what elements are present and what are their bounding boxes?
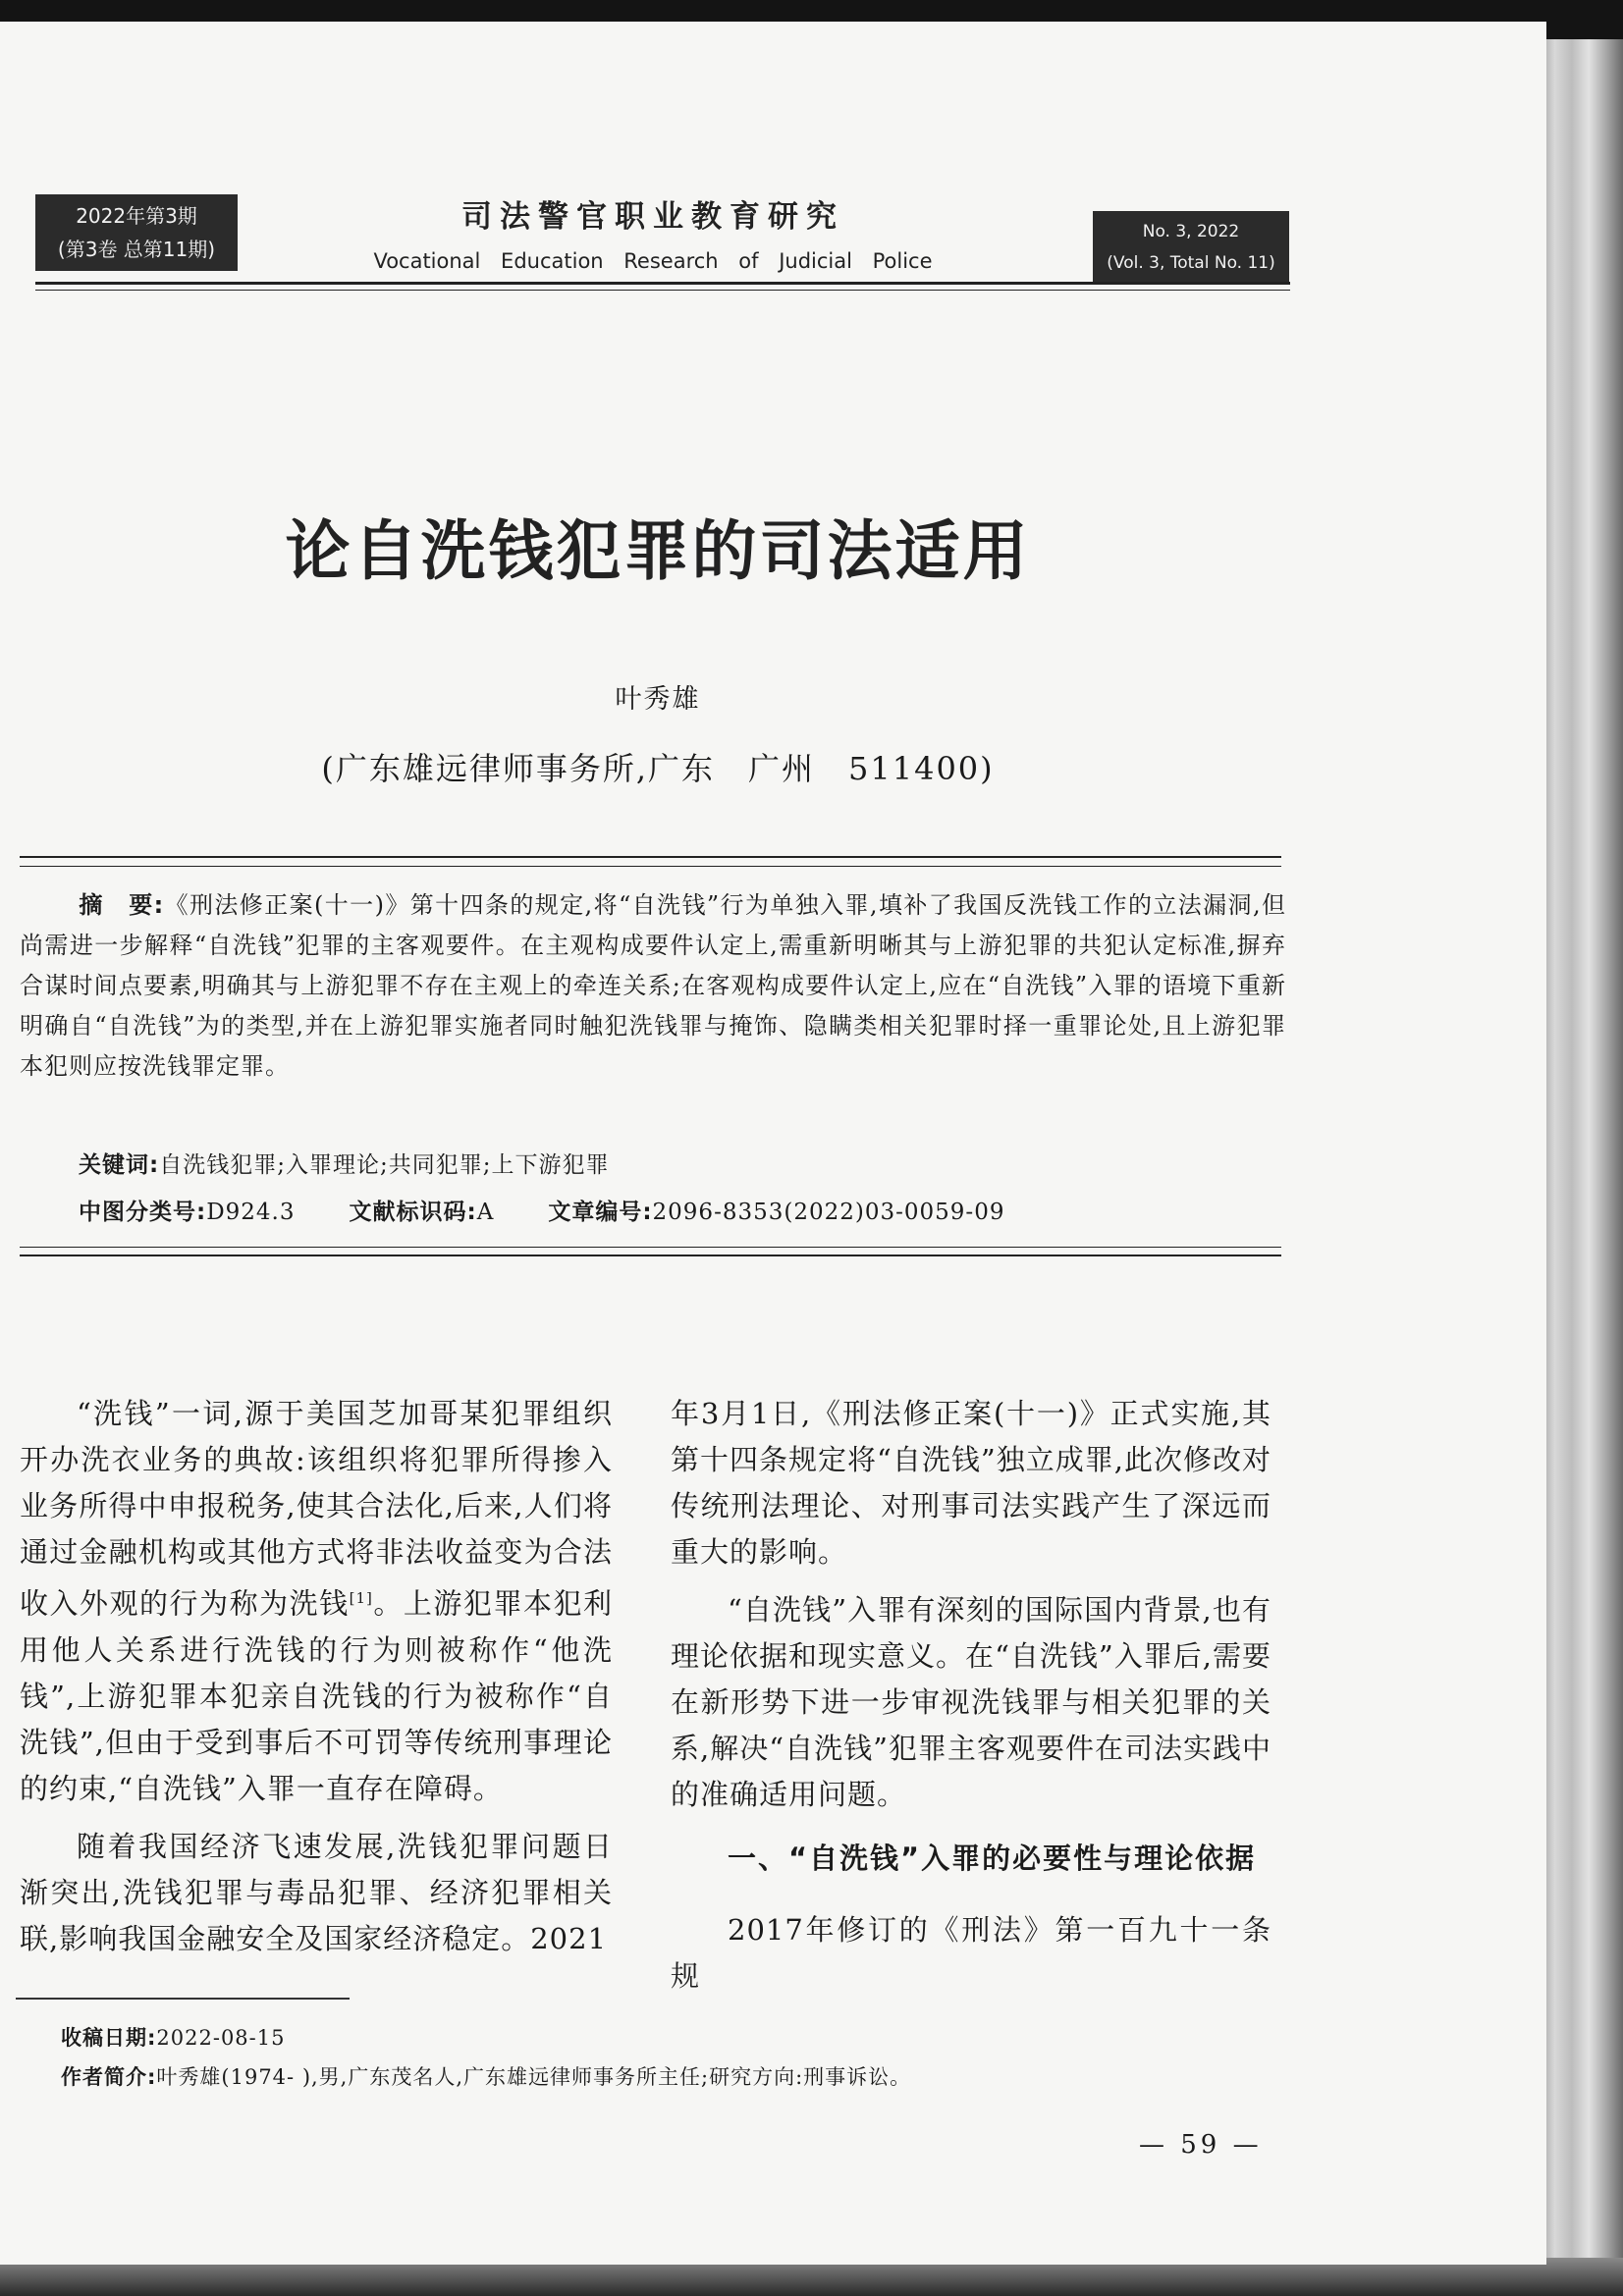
issue-line-2: (第3卷 总第11期) <box>57 238 216 261</box>
header-rule-bottom <box>35 290 1290 291</box>
body-paragraph: 年3月1日,《刑法修正案(十一)》正式实施,其第十四条规定将“自洗钱”独立成罪,此次修改对传统刑法理论、对刑事司法实践产生了深远而重大的影响。 <box>671 1397 1271 1569</box>
doc-code-value: A <box>476 1200 495 1225</box>
clc-value: D924.3 <box>206 1200 296 1225</box>
author-affiliation: (广东雄远律师事务所,广东 广州 511400) <box>321 750 995 787</box>
issue-line-1: 2022年第3期 <box>76 204 197 228</box>
issue-line-en-1: No. 3, 2022 <box>1142 222 1240 241</box>
keywords-label: 关键词: <box>79 1152 160 1178</box>
body-column-left <box>20 1391 613 1974</box>
author-bio <box>61 2061 911 2091</box>
header-rule-top <box>35 282 1290 285</box>
article-title: 论自洗钱犯罪的司法适用 <box>285 512 1031 589</box>
citation-ref: [1] <box>349 1589 373 1607</box>
journal-title-en: Vocational Education Research of Judicial Police <box>373 249 933 273</box>
body-paragraph <box>20 1391 613 1812</box>
received-date <box>61 2022 285 2052</box>
footnote-rule <box>16 1998 350 2000</box>
clc-label: 中图分类号: <box>79 1200 207 1225</box>
doc-code-label: 文献标识码: <box>349 1200 477 1225</box>
journal-title-cn: 司法警官职业教育研究 <box>461 199 844 235</box>
abstract-rule-bottom-2 <box>20 1255 1281 1256</box>
keywords-text: 自洗钱犯罪;入罪理论;共同犯罪;上下游犯罪 <box>159 1152 610 1178</box>
received-value: 2022-08-15 <box>156 2026 286 2050</box>
issue-line-en-2: (Vol. 3, Total No. 11) <box>1107 253 1275 273</box>
abstract-text: 《刑法修正案(十一)》第十四条的规定,将“自洗钱”行为单独入罪,填补了我国反洗钱工作的立法漏洞,但尚需进一步解释“自洗钱”犯罪的主客观要件。在主观构成要件认定上,需重新明晰其与上游犯罪的共犯认定标准,摒弃合谋时间点要素,明确其与上游犯罪不存在主观上的牵连关系;在客观构成要件认定上,应在“自洗钱”入罪的语境下重新明确自“自洗钱”为的类型,并在上游犯罪实施者同时触犯洗钱罪与掩饰、隐瞒类相关犯罪时择一重罪论处,且上游犯罪本犯则应按洗钱罪定罪。 <box>20 891 1286 1080</box>
body-paragraph: 随着我国经济飞速发展,洗钱犯罪问题日渐突出,洗钱犯罪与毒品犯罪、经济犯罪相关联,影响我国金融安全及国家经济稳定。2021 <box>20 1829 613 1955</box>
body-text: “洗钱”一词,源于美国芝加哥某犯罪组织开办洗衣业务的典故:该组织将犯罪所得掺入业务所得中申报税务,使其合法化,后来,人们将通过金融机构或其他方式将非法收益变为合法收入外观的行为称为洗钱 <box>20 1397 613 1621</box>
section-heading: 一、“自洗钱”入罪的必要性与理论依据 <box>728 1842 1257 1875</box>
bio-value: 叶秀雄(1974- ),男,广东茂名人,广东雄远律师事务所主任;研究方向:刑事诉讼。 <box>156 2065 912 2089</box>
page-number: — 59 — <box>1139 2130 1263 2160</box>
body-text: 。上游犯罪本犯利用他人关系进行洗钱的行为则被称作“他洗钱”,上游犯罪本犯亲自洗钱的行为被称作“自洗钱”,但由于受到事后不可罚等传统刑事理论的约束,“自洗钱”入罪一直存在障碍。 <box>20 1586 613 1805</box>
journal-masthead <box>324 191 982 273</box>
scan-page-edge <box>1538 39 1623 2296</box>
abstract-rule-top-2 <box>20 866 1281 867</box>
body-paragraph: 2017年修订的《刑法》第一百九十一条规 <box>671 1913 1271 1993</box>
abstract-rule-bottom-1 <box>20 1247 1281 1248</box>
received-label: 收稿日期: <box>61 2026 157 2050</box>
abstract-label: 摘 要: <box>79 891 165 919</box>
keywords <box>79 1147 609 1179</box>
bio-label: 作者简介: <box>61 2065 157 2089</box>
article-no-label: 文章编号: <box>548 1200 653 1225</box>
abstract <box>20 885 1286 1087</box>
article-author: 叶秀雄 <box>615 684 701 715</box>
body-column-right <box>671 1391 1271 2011</box>
classification-line <box>79 1194 1004 1226</box>
abstract-rule-top-1 <box>20 856 1281 858</box>
issue-badge-cn <box>35 194 238 271</box>
article-no-value: 2096-8353(2022)03-0059-09 <box>652 1200 1005 1225</box>
body-paragraph: “自洗钱”入罪有深刻的国际国内背景,也有理论依据和现实意义。在“自洗钱”入罪后,需要在新形势下进一步审视洗钱罪与相关犯罪的关系,解决“自洗钱”犯罪主客观要件在司法实践中的准确适用问题。 <box>671 1593 1271 1811</box>
issue-badge-en <box>1093 211 1289 282</box>
